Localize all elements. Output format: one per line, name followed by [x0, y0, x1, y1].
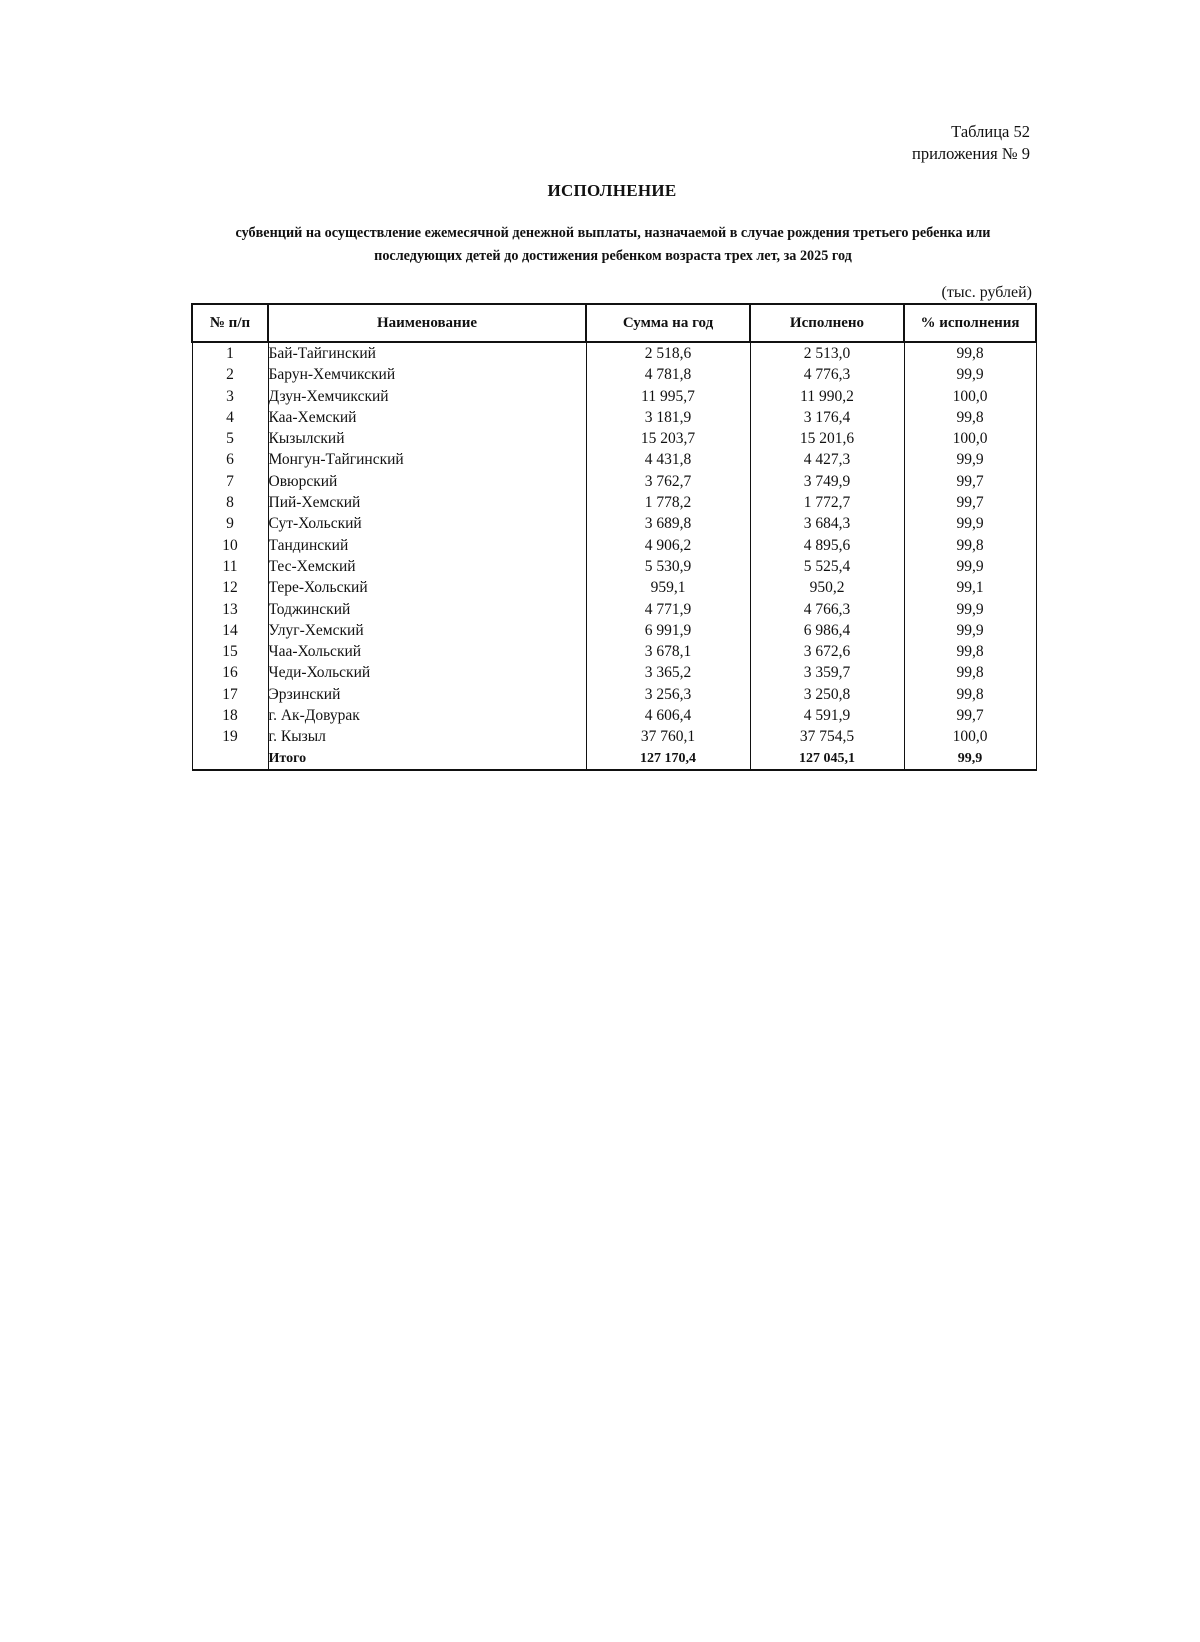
- row-executed: 4 766,3: [750, 599, 904, 620]
- row-name: Кызылский: [268, 428, 586, 449]
- row-execution-percent: 99,9: [904, 599, 1036, 620]
- row-execution-percent: 99,7: [904, 471, 1036, 492]
- row-name: Дзун-Хемчикский: [268, 386, 586, 407]
- header-execution-percent: % исполнения: [904, 304, 1036, 342]
- row-execution-percent: 99,9: [904, 364, 1036, 385]
- table-total-row: [192, 748, 1036, 770]
- total-number: [192, 748, 268, 770]
- row-executed: 4 895,6: [750, 535, 904, 556]
- row-number: 15: [192, 641, 268, 662]
- table-row: [192, 407, 1036, 428]
- row-name: Монгун-Тайгинский: [268, 449, 586, 470]
- row-number: 6: [192, 449, 268, 470]
- annex-reference: [912, 121, 1030, 165]
- header-name: Наименование: [268, 304, 586, 342]
- units-label: (тыс. рублей): [941, 284, 1032, 301]
- row-annual-sum: 5 530,9: [586, 556, 750, 577]
- row-execution-percent: 99,9: [904, 620, 1036, 641]
- row-name: Овюрский: [268, 471, 586, 492]
- row-executed: 950,2: [750, 577, 904, 598]
- execution-table: [191, 303, 1037, 771]
- row-number: 9: [192, 513, 268, 534]
- total-execution-percent: 99,9: [904, 748, 1036, 770]
- table-row: [192, 428, 1036, 449]
- row-executed: 15 201,6: [750, 428, 904, 449]
- row-number: 7: [192, 471, 268, 492]
- table-row: [192, 449, 1036, 470]
- row-annual-sum: 3 181,9: [586, 407, 750, 428]
- row-executed: 3 250,8: [750, 684, 904, 705]
- row-name: Эрзинский: [268, 684, 586, 705]
- row-executed: 11 990,2: [750, 386, 904, 407]
- document-title: ИСПОЛНЕНИЕ: [547, 181, 677, 200]
- row-name: г. Кызыл: [268, 726, 586, 747]
- row-execution-percent: 99,7: [904, 492, 1036, 513]
- table-row: [192, 492, 1036, 513]
- row-number: 13: [192, 599, 268, 620]
- row-annual-sum: 3 256,3: [586, 684, 750, 705]
- table-row: [192, 513, 1036, 534]
- row-annual-sum: 6 991,9: [586, 620, 750, 641]
- row-execution-percent: 99,9: [904, 513, 1036, 534]
- row-number: 1: [192, 342, 268, 364]
- row-executed: 3 749,9: [750, 471, 904, 492]
- table-row: [192, 599, 1036, 620]
- row-execution-percent: 99,8: [904, 662, 1036, 683]
- row-number: 14: [192, 620, 268, 641]
- row-execution-percent: 99,8: [904, 641, 1036, 662]
- row-executed: 5 525,4: [750, 556, 904, 577]
- appendix-number-label: приложения № 9: [912, 144, 1030, 163]
- row-executed: 4 591,9: [750, 705, 904, 726]
- row-name: Тандинский: [268, 535, 586, 556]
- row-execution-percent: 99,9: [904, 556, 1036, 577]
- row-execution-percent: 99,9: [904, 449, 1036, 470]
- row-annual-sum: 959,1: [586, 577, 750, 598]
- table-row: [192, 662, 1036, 683]
- row-name: Барун-Хемчикский: [268, 364, 586, 385]
- row-name: Бай-Тайгинский: [268, 342, 586, 364]
- row-execution-percent: 100,0: [904, 726, 1036, 747]
- row-number: 16: [192, 662, 268, 683]
- row-number: 5: [192, 428, 268, 449]
- row-number: 3: [192, 386, 268, 407]
- row-execution-percent: 99,8: [904, 407, 1036, 428]
- row-name: Тес-Хемский: [268, 556, 586, 577]
- table-row: [192, 684, 1036, 705]
- row-name: Тере-Хольский: [268, 577, 586, 598]
- row-number: 10: [192, 535, 268, 556]
- table-row: [192, 471, 1036, 492]
- row-annual-sum: 3 365,2: [586, 662, 750, 683]
- row-annual-sum: 37 760,1: [586, 726, 750, 747]
- row-name: Пий-Хемский: [268, 492, 586, 513]
- row-number: 18: [192, 705, 268, 726]
- row-number: 11: [192, 556, 268, 577]
- table-row: [192, 705, 1036, 726]
- row-executed: 2 513,0: [750, 342, 904, 364]
- row-executed: 4 427,3: [750, 449, 904, 470]
- row-annual-sum: 3 689,8: [586, 513, 750, 534]
- table-row: [192, 556, 1036, 577]
- table-row: [192, 364, 1036, 385]
- row-execution-percent: 100,0: [904, 386, 1036, 407]
- table-row: [192, 342, 1036, 364]
- subtitle-line-1: субвенций на осуществление ежемесячной денежной выплаты, назначаемой в случае рождения третьего ребенка или: [235, 225, 991, 241]
- row-execution-percent: 99,7: [904, 705, 1036, 726]
- header-executed: Исполнено: [750, 304, 904, 342]
- row-annual-sum: 15 203,7: [586, 428, 750, 449]
- table-number-label: Таблица 52: [951, 122, 1030, 141]
- row-number: 2: [192, 364, 268, 385]
- row-execution-percent: 99,8: [904, 342, 1036, 364]
- row-annual-sum: 11 995,7: [586, 386, 750, 407]
- table-row: [192, 620, 1036, 641]
- row-execution-percent: 99,8: [904, 535, 1036, 556]
- row-executed: 3 672,6: [750, 641, 904, 662]
- table-row: [192, 535, 1036, 556]
- row-name: г. Ак-Довурак: [268, 705, 586, 726]
- row-number: 4: [192, 407, 268, 428]
- row-annual-sum: 1 778,2: [586, 492, 750, 513]
- row-annual-sum: 4 431,8: [586, 449, 750, 470]
- row-annual-sum: 3 678,1: [586, 641, 750, 662]
- row-execution-percent: 99,1: [904, 577, 1036, 598]
- row-number: 17: [192, 684, 268, 705]
- row-execution-percent: 100,0: [904, 428, 1036, 449]
- row-name: Сут-Хольский: [268, 513, 586, 534]
- row-name: Тоджинский: [268, 599, 586, 620]
- table-row: [192, 726, 1036, 747]
- table-row: [192, 386, 1036, 407]
- total-annual-sum: 127 170,4: [586, 748, 750, 770]
- row-name: Каа-Хемский: [268, 407, 586, 428]
- row-execution-percent: 99,8: [904, 684, 1036, 705]
- document-subtitle: [195, 222, 1031, 268]
- row-executed: 1 772,7: [750, 492, 904, 513]
- row-number: 12: [192, 577, 268, 598]
- row-annual-sum: 4 771,9: [586, 599, 750, 620]
- row-executed: 37 754,5: [750, 726, 904, 747]
- row-annual-sum: 2 518,6: [586, 342, 750, 364]
- row-annual-sum: 4 906,2: [586, 535, 750, 556]
- row-name: Чаа-Хольский: [268, 641, 586, 662]
- row-executed: 6 986,4: [750, 620, 904, 641]
- row-executed: 3 176,4: [750, 407, 904, 428]
- row-annual-sum: 4 606,4: [586, 705, 750, 726]
- row-executed: 3 359,7: [750, 662, 904, 683]
- row-executed: 4 776,3: [750, 364, 904, 385]
- subtitle-line-2: последующих детей до достижения ребенком возраста трех лет, за 2025 год: [374, 248, 852, 264]
- row-number: 8: [192, 492, 268, 513]
- header-number: № п/п: [192, 304, 268, 342]
- table-header-row: [192, 304, 1036, 342]
- row-name: Чеди-Хольский: [268, 662, 586, 683]
- table-row: [192, 641, 1036, 662]
- total-executed: 127 045,1: [750, 748, 904, 770]
- row-annual-sum: 3 762,7: [586, 471, 750, 492]
- header-annual-sum: Сумма на год: [586, 304, 750, 342]
- row-number: 19: [192, 726, 268, 747]
- table-row: [192, 577, 1036, 598]
- table-body: [192, 342, 1036, 770]
- row-executed: 3 684,3: [750, 513, 904, 534]
- row-name: Улуг-Хемский: [268, 620, 586, 641]
- row-annual-sum: 4 781,8: [586, 364, 750, 385]
- total-label: Итого: [268, 748, 586, 770]
